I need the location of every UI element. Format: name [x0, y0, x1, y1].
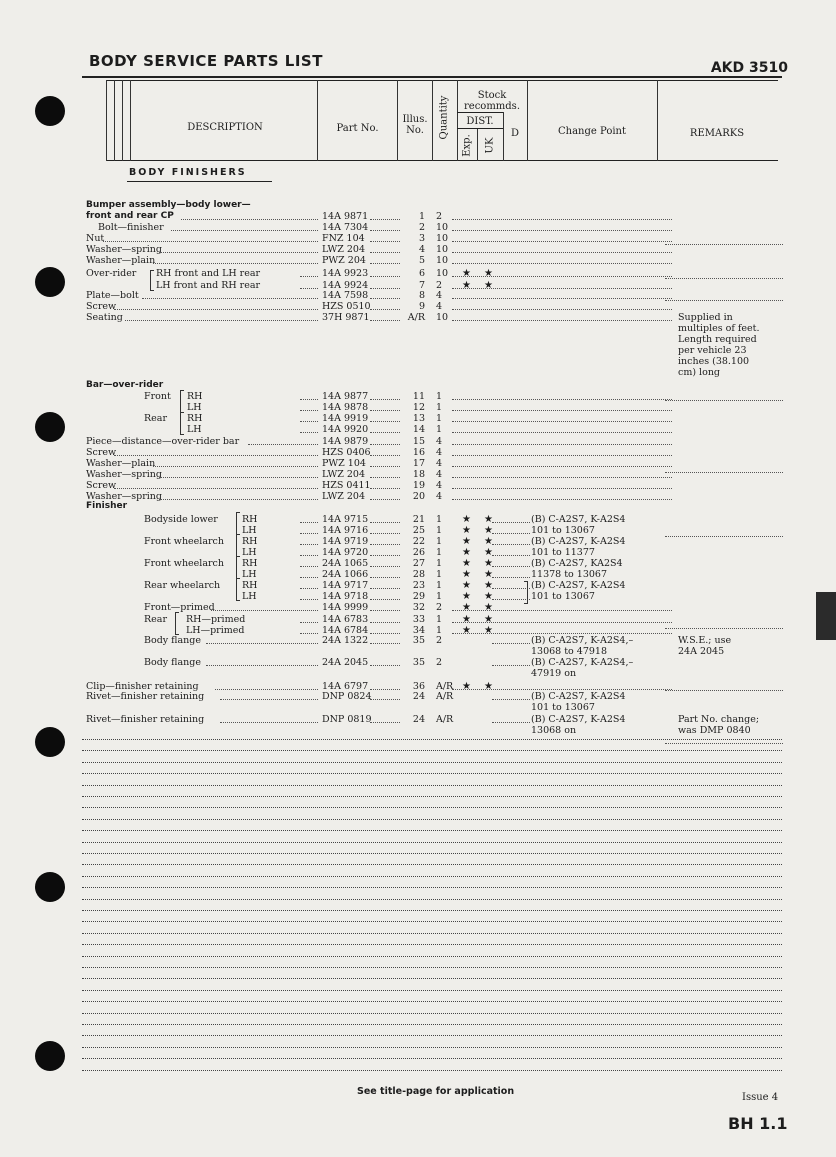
illus-number: 33: [412, 614, 425, 625]
page-number: BH 1.1: [728, 1114, 788, 1133]
part-sub-description: LH: [242, 525, 257, 536]
illus-number: 5: [418, 255, 425, 266]
change-point: 101 to 11377: [531, 547, 595, 558]
illus-number: 32: [412, 602, 425, 613]
part-number: 14A 9879: [322, 436, 369, 447]
change-point: 13068 on: [531, 725, 577, 736]
illus-number: 7: [418, 280, 425, 291]
part-number: 14A 9999: [322, 602, 369, 613]
part-description: Plate—bolt: [86, 290, 139, 301]
stock-uk-star: ★: [484, 536, 493, 547]
bracket: [150, 270, 154, 291]
stock-uk-star: ★: [484, 681, 493, 692]
bracket: [524, 581, 528, 604]
part-description: Front wheelarch: [144, 536, 224, 547]
stock-exp-star: ★: [462, 580, 471, 591]
table-row: [0, 211, 836, 222]
part-number: 14A 9877: [322, 391, 369, 402]
part-description: Rear: [144, 413, 167, 424]
part-number: 14A 6797: [322, 681, 369, 692]
quantity: 10: [436, 268, 449, 279]
quantity: 1: [436, 580, 443, 591]
part-sub-description: LH—primed: [186, 625, 245, 636]
binder-hole: [35, 872, 65, 902]
part-number: LWZ 204: [322, 491, 366, 502]
part-number: HZS 0411: [322, 480, 371, 491]
quantity: 2: [436, 280, 443, 291]
part-number: HZS 0406: [322, 447, 371, 458]
quantity: 2: [436, 635, 443, 646]
bracket: [236, 578, 240, 601]
change-point: 13068 to 47918: [531, 646, 608, 657]
header-top-rule: [82, 76, 782, 78]
table-row: [0, 714, 836, 725]
table-row: [0, 514, 836, 525]
part-number: 14A 9878: [322, 402, 369, 413]
part-description: Screw: [86, 480, 117, 491]
illus-number: 25: [412, 525, 425, 536]
part-sub-description: RH—primed: [186, 614, 246, 625]
table-row: [0, 480, 836, 491]
table-row: [0, 255, 836, 266]
table-row: [0, 436, 836, 447]
illus-number: 15: [412, 436, 425, 447]
change-point: (B) C-A2S7, K-A2S4: [531, 714, 626, 725]
quantity: 1: [436, 591, 443, 602]
remarks: W.S.E.; use: [678, 635, 732, 646]
bracket: [175, 612, 179, 635]
stock-exp-star: ★: [462, 569, 471, 580]
bracket: [236, 534, 240, 557]
quantity: A/R: [436, 691, 454, 702]
part-number: 14A 6783: [322, 614, 369, 625]
part-sub-description: LH: [242, 569, 257, 580]
part-description: Rear: [144, 614, 167, 625]
part-description: Rivet—finisher retaining: [86, 714, 205, 725]
remarks: Supplied in: [678, 312, 733, 323]
part-number: 14A 9924: [322, 280, 369, 291]
part-description: Screw: [86, 447, 117, 458]
stock-uk-star: ★: [484, 514, 493, 525]
bracket: [236, 556, 240, 579]
part-number: 14A 9716: [322, 525, 369, 536]
illus-number: 34: [412, 625, 425, 636]
change-point: (B) C-A2S7, K-A2S4,–: [531, 657, 634, 668]
quantity: 4: [436, 447, 443, 458]
illus-number: 6: [418, 268, 425, 279]
table-row: [0, 547, 836, 558]
bracket: [180, 390, 184, 413]
stock-exp-star: ★: [462, 525, 471, 536]
remarks: was DMP 0840: [678, 725, 751, 736]
table-row: [0, 569, 836, 580]
stock-uk-star: ★: [484, 625, 493, 636]
part-number: 14A 9919: [322, 413, 369, 424]
change-point: 47919 on: [531, 668, 577, 679]
illus-number: 27: [412, 558, 425, 569]
change-point: (B) C-A2S7, KA2S4: [531, 558, 623, 569]
part-sub-description: RH: [242, 536, 258, 547]
binder-hole: [35, 96, 65, 126]
table-row: [0, 602, 836, 613]
illus-number: 35: [412, 635, 425, 646]
part-description: Washer—plain: [86, 255, 156, 266]
table-row: [0, 447, 836, 458]
table-row: [0, 356, 836, 367]
stock-exp-star: ★: [462, 536, 471, 547]
part-number: 14A 9717: [322, 580, 369, 591]
part-description: Bumper assembly—body lower—: [86, 200, 251, 210]
part-description: Front: [144, 391, 171, 402]
part-sub-description: RH front and LH rear: [156, 268, 261, 279]
stock-uk-star: ★: [484, 602, 493, 613]
quantity: 1: [436, 558, 443, 569]
part-number: PWZ 204: [322, 255, 366, 266]
table-row: [0, 668, 836, 679]
stock-uk-star: ★: [484, 614, 493, 625]
quantity: A/R: [436, 681, 454, 692]
quantity: 1: [436, 614, 443, 625]
col-illus: Illus.: [402, 114, 428, 125]
stock-uk-star: ★: [484, 558, 493, 569]
col-description: DESCRIPTION: [187, 122, 263, 133]
part-sub-description: RH: [242, 558, 258, 569]
binder-hole: [35, 1041, 65, 1071]
part-description: Over-rider: [86, 268, 137, 279]
col-change-point: Change Point: [558, 126, 626, 137]
illus-number: 2: [418, 222, 425, 233]
part-sub-description: LH: [187, 402, 202, 413]
illus-number: 17: [412, 458, 425, 469]
remarks: cm) long: [678, 367, 721, 378]
illus-number: 1: [418, 211, 425, 222]
part-description: Washer—plain: [86, 458, 156, 469]
part-number: 14A 9920: [322, 424, 369, 435]
header-bottom-rule: [106, 160, 778, 161]
change-point: (B) C-A2S7, K-A2S4: [531, 536, 626, 547]
bracket: [180, 412, 184, 435]
stock-exp-star: ★: [462, 625, 471, 636]
illus-number: 21: [412, 514, 425, 525]
part-sub-description: LH: [242, 547, 257, 558]
part-description: Nut: [86, 233, 105, 244]
col-stock-recommds: recommds.: [464, 101, 520, 112]
table-row: [0, 536, 836, 547]
illus-number: 23: [412, 580, 425, 591]
part-number: 14A 6784: [322, 625, 369, 636]
illus-number: 13: [412, 413, 425, 424]
part-sub-description: LH: [187, 424, 202, 435]
part-sub-description: RH: [242, 514, 258, 525]
part-description: Bar—over-rider: [86, 380, 164, 390]
stock-exp-star: ★: [462, 547, 471, 558]
illus-number: A/R: [407, 312, 425, 323]
part-number: PWZ 104: [322, 458, 366, 469]
stock-exp-star: ★: [462, 614, 471, 625]
part-number: 14A 9719: [322, 536, 369, 547]
illus-number: 36: [412, 681, 425, 692]
stock-exp-star: ★: [462, 602, 471, 613]
part-number: 14A 9923: [322, 268, 369, 279]
stock-uk-star: ★: [484, 280, 493, 291]
table-row: [0, 635, 836, 646]
part-description: Front wheelarch: [144, 558, 224, 569]
stock-exp-star: ★: [462, 558, 471, 569]
remarks: Length required: [678, 334, 757, 345]
quantity: 4: [436, 436, 443, 447]
quantity: 4: [436, 469, 443, 480]
part-description: Finisher: [86, 501, 128, 511]
part-description: Screw: [86, 301, 117, 312]
col-stock: Stock: [477, 90, 507, 101]
part-description: front and rear CP: [86, 211, 174, 221]
part-description: Washer—spring: [86, 491, 162, 502]
illus-number: 28: [412, 569, 425, 580]
quantity: 2: [436, 211, 443, 222]
stock-exp-star: ★: [462, 514, 471, 525]
part-number: 14A 9718: [322, 591, 369, 602]
table-row: [0, 657, 836, 668]
quantity: 1: [436, 536, 443, 547]
table-row: [0, 367, 836, 378]
table-row: [0, 501, 836, 512]
part-number: 24A 1322: [322, 635, 369, 646]
change-point: 101 to 13067: [531, 702, 595, 713]
part-number: 14A 9871: [322, 211, 369, 222]
part-description: Bolt—finisher: [98, 222, 164, 233]
table-row: [0, 702, 836, 713]
quantity: 1: [436, 402, 443, 413]
change-point: 101 to 13067: [531, 525, 595, 536]
quantity: 10: [436, 233, 449, 244]
remarks: multiples of feet.: [678, 323, 760, 334]
quantity: 4: [436, 480, 443, 491]
illus-number: 26: [412, 547, 425, 558]
page-title: BODY SERVICE PARTS LIST: [89, 52, 323, 70]
stock-uk-star: ★: [484, 268, 493, 279]
quantity: 1: [436, 569, 443, 580]
illus-number: 16: [412, 447, 425, 458]
part-description: Front—primed: [144, 602, 215, 613]
illus-number: 20: [412, 491, 425, 502]
part-sub-description: RH: [242, 580, 258, 591]
part-number: 24A 1066: [322, 569, 369, 580]
quantity: 1: [436, 514, 443, 525]
quantity: 1: [436, 391, 443, 402]
quantity: 10: [436, 244, 449, 255]
part-sub-description: LH front and RH rear: [156, 280, 261, 291]
part-number: DNP 0819: [322, 714, 372, 725]
quantity: 1: [436, 625, 443, 636]
illus-number: 24: [412, 691, 425, 702]
table-row: [0, 222, 836, 233]
change-point: 101 to 13067: [531, 591, 595, 602]
table-row: [0, 312, 836, 323]
quantity: 4: [436, 290, 443, 301]
table-row: [0, 591, 836, 602]
table-row: [0, 323, 836, 334]
part-description: Bodyside lower: [144, 514, 218, 525]
part-sub-description: LH: [242, 591, 257, 602]
table-row: [0, 402, 836, 413]
quantity: 2: [436, 657, 443, 668]
stock-uk-star: ★: [484, 591, 493, 602]
part-number: DNP 0824: [322, 691, 372, 702]
change-point: (B) C-A2S7, K-A2S4: [531, 691, 626, 702]
remarks: 24A 2045: [678, 646, 725, 657]
header-inner-rule: [106, 80, 778, 81]
illus-number: 24: [412, 714, 425, 725]
illus-number: 29: [412, 591, 425, 602]
stock-uk-star: ★: [484, 547, 493, 558]
illus-number: 8: [418, 290, 425, 301]
quantity: A/R: [436, 714, 454, 725]
table-row: [0, 646, 836, 657]
quantity: 2: [436, 602, 443, 613]
quantity: 4: [436, 458, 443, 469]
quantity: 4: [436, 301, 443, 312]
part-description: Washer—spring: [86, 469, 162, 480]
col-part-no: Part No.: [336, 123, 379, 134]
part-description: Piece—distance—over-rider bar: [86, 436, 240, 447]
document-code: AKD 3510: [710, 60, 788, 76]
table-row: [0, 345, 836, 356]
part-number: 24A 1065: [322, 558, 369, 569]
part-description: Rear wheelarch: [144, 580, 221, 591]
illus-number: 4: [418, 244, 425, 255]
illus-number: 3: [418, 233, 425, 244]
table-row: [0, 380, 836, 391]
part-number: 24A 2045: [322, 657, 369, 668]
col-uk: UK: [484, 137, 496, 154]
illus-number: 19: [412, 480, 425, 491]
quantity: 10: [436, 312, 449, 323]
stock-uk-star: ★: [484, 580, 493, 591]
quantity: 4: [436, 491, 443, 502]
issue-label: Issue 4: [742, 1092, 779, 1103]
part-number: 14A 9720: [322, 547, 369, 558]
part-description: Body flange: [144, 657, 201, 668]
illus-number: 9: [418, 301, 425, 312]
remarks: inches (38.100: [678, 356, 750, 367]
col-d: D: [510, 128, 520, 139]
part-sub-description: RH: [187, 391, 203, 402]
change-point: (B) C-A2S7, K-A2S4: [531, 514, 626, 525]
part-number: LWZ 204: [322, 244, 366, 255]
part-description: Washer—spring: [86, 244, 162, 255]
illus-number: 11: [412, 391, 425, 402]
part-number: 14A 7598: [322, 290, 369, 301]
part-description: Rivet—finisher retaining: [86, 691, 205, 702]
part-number: FNZ 104: [322, 233, 365, 244]
stock-exp-star: ★: [462, 591, 471, 602]
table-row: [0, 558, 836, 569]
stock-exp-star: ★: [462, 268, 471, 279]
illus-number: 14: [412, 424, 425, 435]
part-number: 37H 9871: [322, 312, 370, 323]
illus-number: 35: [412, 657, 425, 668]
col-exp: Exp.: [461, 134, 473, 157]
part-description: Clip—finisher retaining: [86, 681, 199, 692]
table-row: [0, 424, 836, 435]
part-sub-description: RH: [187, 413, 203, 424]
part-number: LWZ 204: [322, 469, 366, 480]
remarks: Part No. change;: [678, 714, 760, 725]
bracket: [236, 512, 240, 535]
part-number: 14A 7304: [322, 222, 369, 233]
part-number: HZS 0510: [322, 301, 371, 312]
col-remarks: REMARKS: [689, 128, 745, 139]
illus-number: 12: [412, 402, 425, 413]
col-quantity: Quantity: [438, 95, 450, 140]
illus-number: 22: [412, 536, 425, 547]
table-row: [0, 301, 836, 312]
stock-uk-star: ★: [484, 525, 493, 536]
stock-uk-star: ★: [484, 569, 493, 580]
part-description: Body flange: [144, 635, 201, 646]
table-row: [0, 334, 836, 345]
table-row: [0, 413, 836, 424]
part-description: Seating: [86, 312, 123, 323]
col-dist: DIST.: [466, 116, 494, 127]
quantity: 10: [436, 222, 449, 233]
stock-exp-star: ★: [462, 280, 471, 291]
remarks: per vehicle 23: [678, 345, 747, 356]
quantity: 1: [436, 424, 443, 435]
table-row: [0, 691, 836, 702]
table-row: [0, 580, 836, 591]
footer-note: See title-page for application: [357, 1086, 515, 1097]
table-row: [0, 200, 836, 211]
illus-number: 18: [412, 469, 425, 480]
table-row: [0, 244, 836, 255]
change-point: (B) C-A2S7, K-A2S4: [531, 580, 626, 591]
quantity: 10: [436, 255, 449, 266]
stock-exp-star: ★: [462, 681, 471, 692]
section-title: BODY FINISHERS: [129, 167, 247, 178]
quantity: 1: [436, 525, 443, 536]
quantity: 1: [436, 413, 443, 424]
change-point: (B) C-A2S7, K-A2S4,–: [531, 635, 634, 646]
part-number: 14A 9715: [322, 514, 369, 525]
change-point: 11378 to 13067: [531, 569, 608, 580]
quantity: 1: [436, 547, 443, 558]
col-illus-no: No.: [406, 125, 424, 136]
